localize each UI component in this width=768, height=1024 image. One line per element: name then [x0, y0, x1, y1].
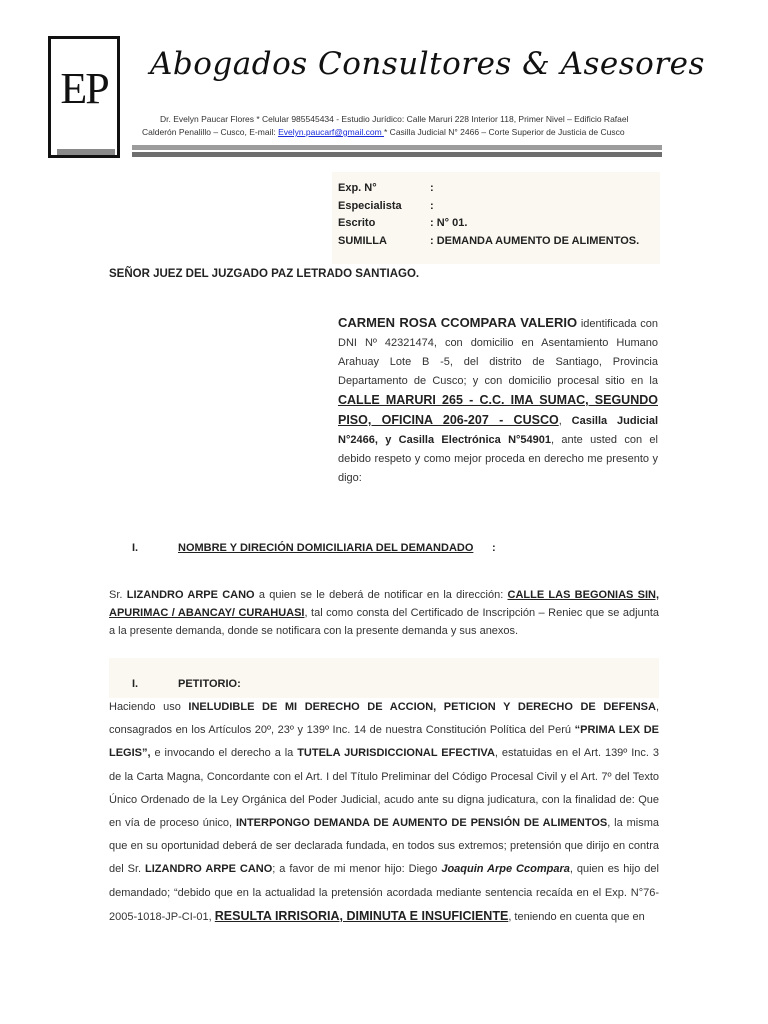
- case-info-box: [332, 172, 660, 264]
- plaintiff-text-2: ,: [558, 415, 572, 427]
- defendant-paragraph: [109, 586, 659, 640]
- logo-shadow-bar: [57, 149, 115, 155]
- pet-t11: ; a favor de mi menor hijo: Diego: [272, 863, 442, 876]
- pet-t8: INTERPONGO DEMANDA DE AUMENTO DE PENSIÓN DE ALIMENTOS: [235, 817, 608, 830]
- contact-line-2-post: * Casilla Judicial N° 2466 – Corte Superior de Justicia de Cusco: [384, 127, 625, 137]
- especialista-value: :: [430, 200, 434, 212]
- pet-t14: RESULTA IRRISORIA, DIMINUTA E INSUFICIENTE: [214, 908, 509, 923]
- sumilla-value: : DEMANDA AUMENTO DE ALIMENTOS.: [430, 235, 640, 247]
- plaintiff-paragraph: [338, 313, 658, 488]
- escrito-value: : N° 01.: [430, 217, 468, 229]
- contact-line-2: [142, 127, 625, 137]
- section1-number: I.: [132, 542, 139, 554]
- pet-t7: , estatuidas en el Art. 139º Inc. 3 de la Carta Magna, Concordante con el Art. I del Título Preliminar del Código Procesal Civil y el Art. 7º del Texto Único Ordenado de la Ley Orgánica del Poder Judicial, acudo ante su digna judicatura, con la finalidad de: Que en vía de proceso único,: [109, 747, 659, 830]
- plaintiff-casilla: Casilla Judicial N°2466, y Casilla Electrónica N°54901: [338, 415, 658, 446]
- contact-line-1: Dr. Evelyn Paucar Flores * Celular 985545434 - Estudio Jurídico: Calle Maruri 228 Interior 118, Primer Nivel – Edificio Rafael: [160, 114, 629, 124]
- plaintiff-address: CALLE MARURI 265 - C.C. IMA SUMAC, SEGUNDO PISO, OFICINA 206-207 - CUSCO: [338, 393, 658, 427]
- header-rule-light: [132, 145, 662, 150]
- defendant-prefix: Sr.: [109, 589, 127, 601]
- case-row-sumilla: [338, 235, 639, 247]
- section2-number: I.: [132, 678, 139, 690]
- contact-line-2-pre: Calderón Penalillo – Cusco, E-mail:: [142, 127, 279, 137]
- defendant-text-1: a quien se le deberá de notificar en la dirección:: [254, 589, 508, 601]
- addressee: SEÑOR JUEZ DEL JUZGADO PAZ LETRADO SANTIAGO.: [109, 268, 420, 280]
- firm-logo: [48, 36, 120, 158]
- especialista-label: Especialista: [338, 200, 402, 212]
- escrito-label: Escrito: [338, 217, 376, 229]
- case-row-exp: [338, 182, 434, 194]
- defendant-name: LIZANDRO ARPE CANO: [126, 589, 255, 601]
- pet-t3: , consagrados en los Artículos 20º, 23º y 139º Inc. 14 de nuestra Constitución Política del Perú: [109, 701, 659, 737]
- firm-name: Abogados Consultores & Asesores: [150, 46, 705, 82]
- case-row-especialista: [338, 200, 434, 212]
- section1-colon: :: [492, 542, 496, 554]
- pet-t9: , la misma que en su oportunidad deberá de ser declarada fundada, en todos sus extremos; pretensión que dirijo en contra del Sr.: [109, 817, 659, 876]
- pet-t12: Joaquin Arpe Ccompara: [441, 863, 570, 876]
- pet-t5: e invocando el derecho a la: [150, 747, 298, 760]
- plaintiff-name: CARMEN ROSA CCOMPARA VALERIO: [338, 315, 578, 330]
- header-rule-dark: [132, 152, 662, 157]
- pet-t15: , teniendo en cuenta que en: [508, 910, 645, 923]
- exp-label: Exp. N°: [338, 182, 377, 194]
- pet-t6: TUTELA JURISDICCIONAL EFECTIVA: [297, 747, 495, 760]
- pet-t10: LIZANDRO ARPE CANO: [145, 863, 273, 876]
- section1-title: NOMBRE Y DIRECIÓN DOMICILIARIA DEL DEMANDADO: [178, 542, 474, 554]
- logo-monogram: EP: [60, 64, 108, 113]
- defendant-address: CALLE LAS BEGONIAS SIN, APURIMAC / ABANCAY/ CURAHUASI: [109, 589, 659, 619]
- pet-t2: INELUDIBLE DE MI DERECHO DE ACCION, PETICION Y DERECHO DE DEFENSA: [188, 701, 656, 713]
- exp-value: :: [430, 182, 434, 194]
- plaintiff-text-3: , ante usted con el debido respeto y como mejor proceda en derecho me presento y digo:: [338, 434, 658, 484]
- pet-t13: , quien es hijo del demandado; “debido que en la actualidad la pretensión acordada mediante sentencia recaída en el Exp. N°76-2005-1018-JP-CI-01,: [109, 863, 659, 923]
- sumilla-label: SUMILLA: [338, 235, 387, 247]
- pet-t4: “PRIMA LEX DE LEGIS”,: [109, 724, 659, 760]
- section2-title: PETITORIO:: [178, 678, 241, 690]
- petitorio-body: [109, 696, 659, 929]
- case-row-escrito: [338, 217, 467, 229]
- email-link[interactable]: Evelyn.paucarf@gmail.com: [278, 127, 385, 137]
- defendant-text-2: , tal como consta del Certificado de Inscripción – Reniec que se adjunta a la presente demanda, donde se notificara con la presente demanda y sus anexos.: [109, 607, 659, 637]
- pet-t1: Haciendo uso: [109, 701, 189, 713]
- plaintiff-text-1: identificada con DNI Nº 42321474, con domicilio en Asentamiento Humano Arahuay Lote B -5, del distrito de Santiago, Provincia Departamento de Cusco; y con domicilio procesal sitio en la: [338, 318, 659, 387]
